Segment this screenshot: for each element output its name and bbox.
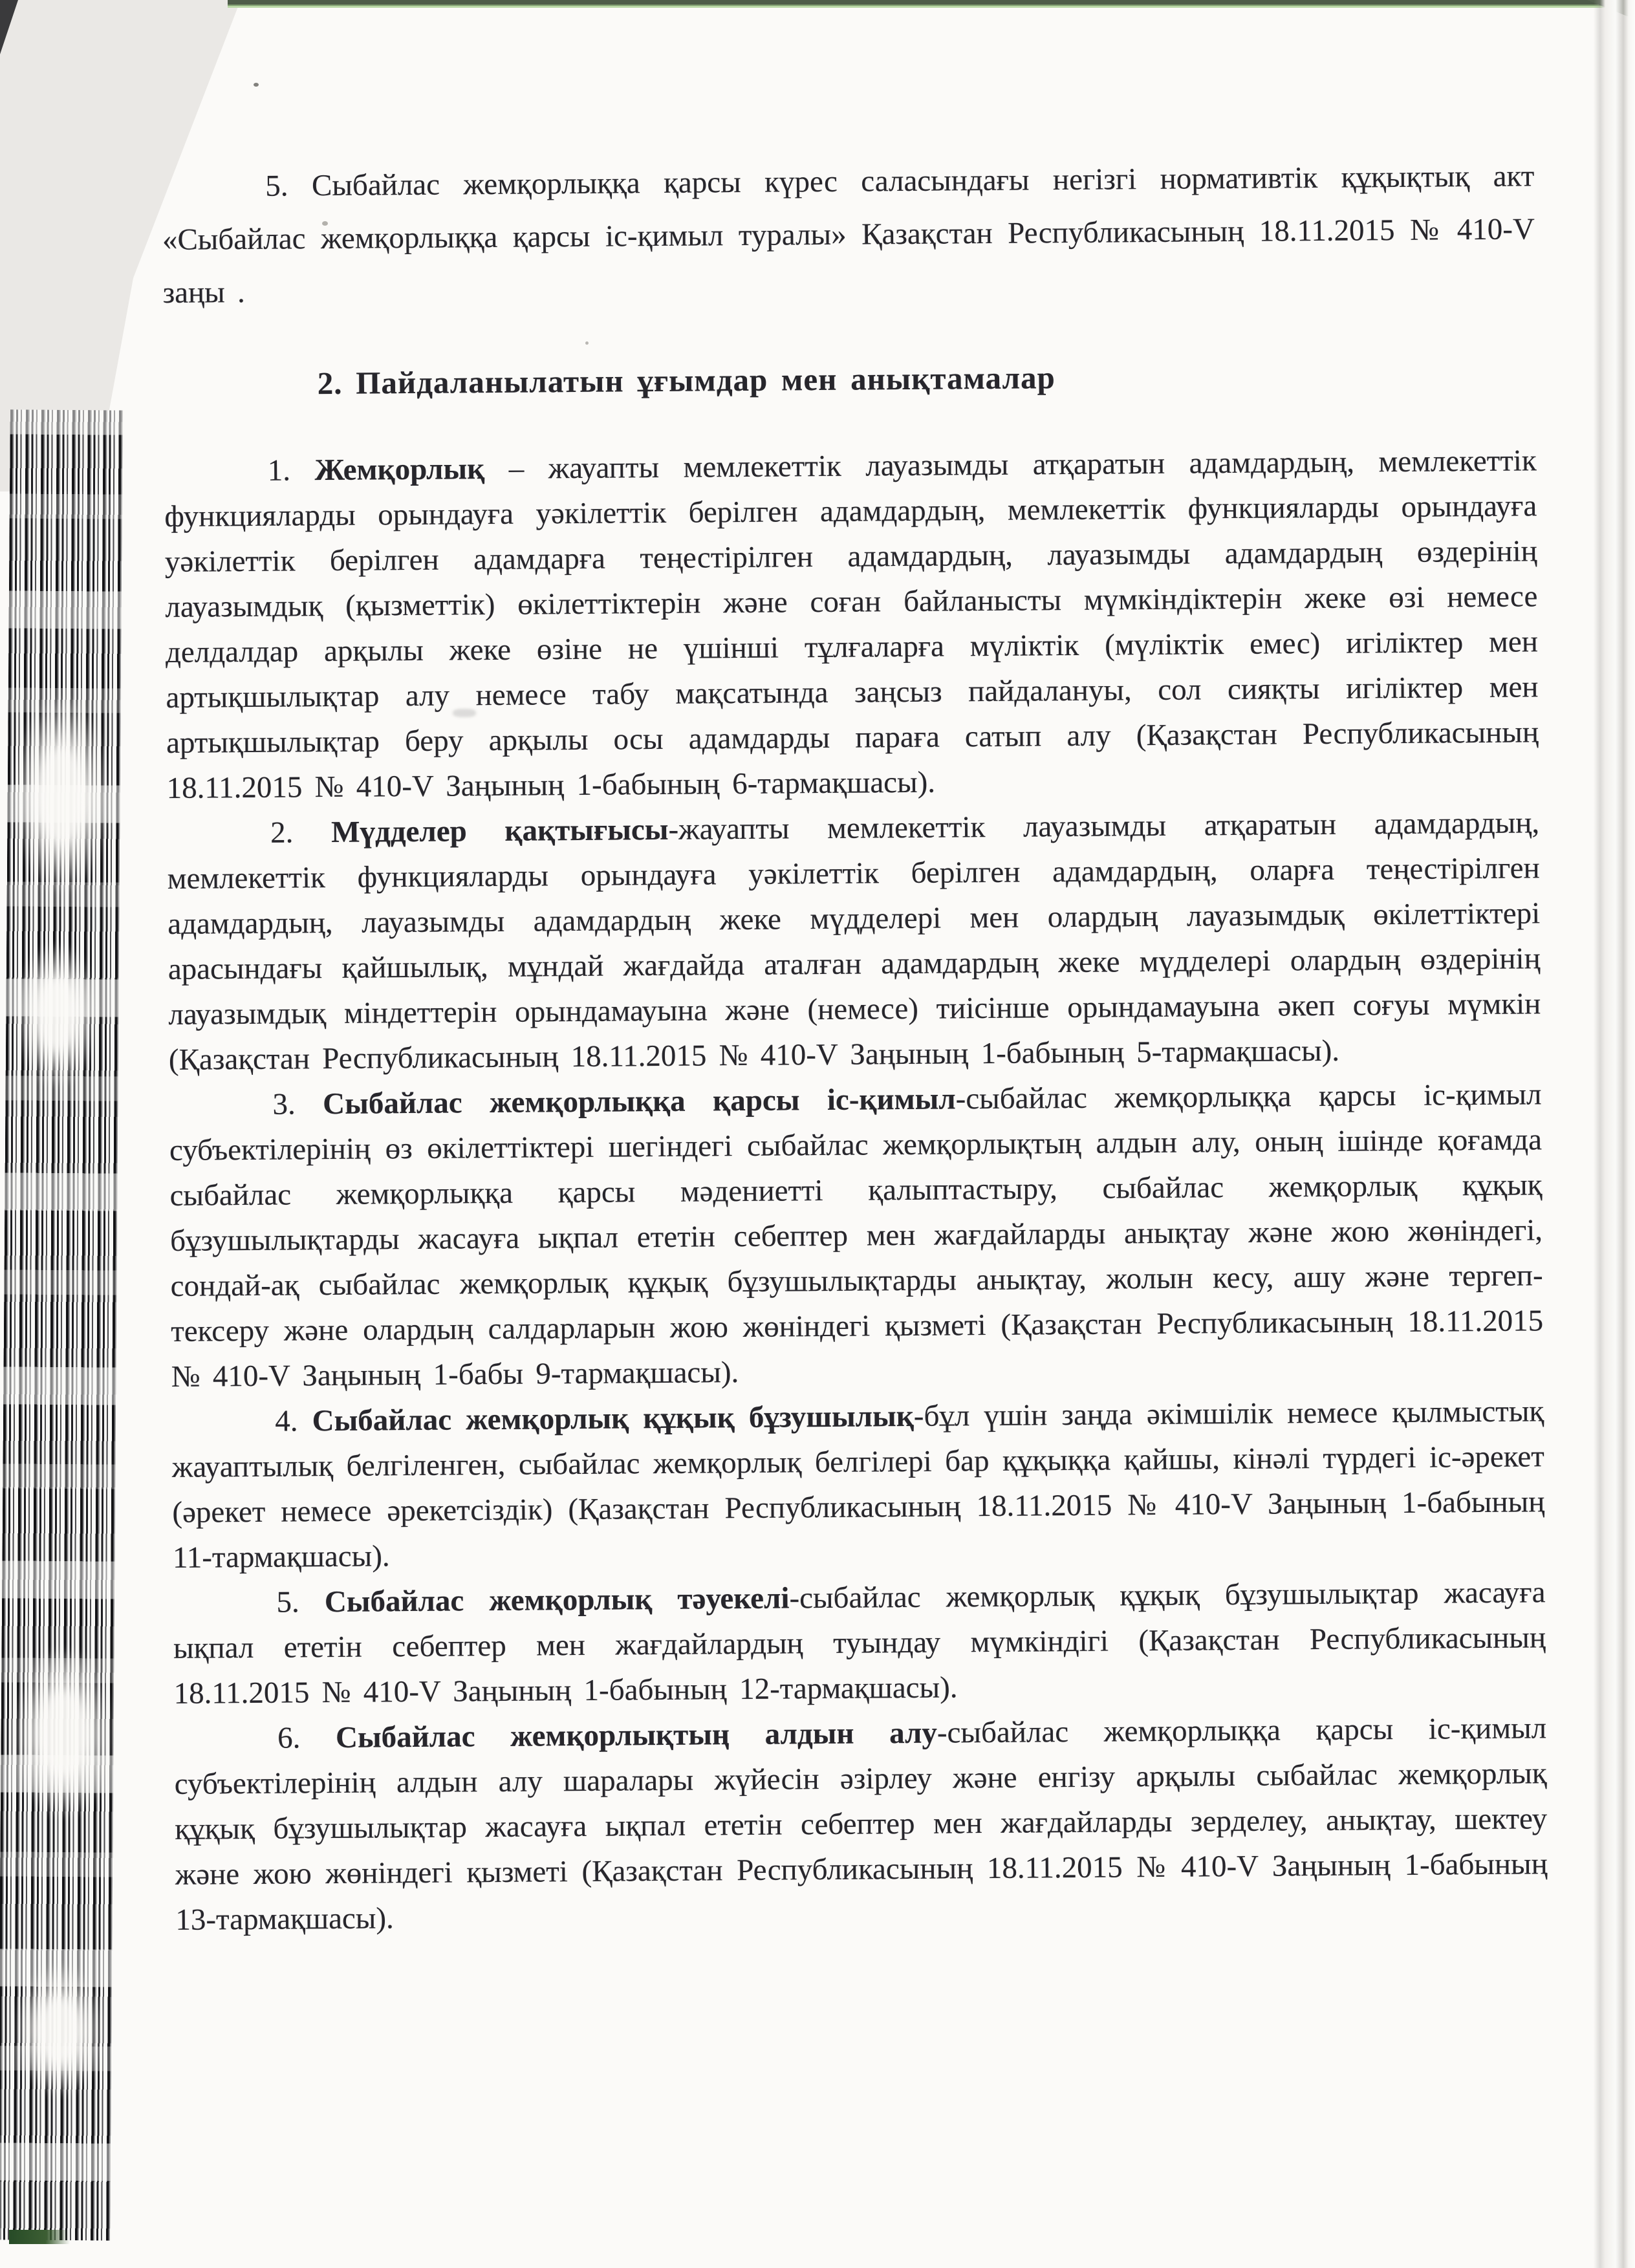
document-text-block <box>162 149 1548 1943</box>
definition-paragraph-6 <box>174 1705 1548 1943</box>
definition-paragraph-1 <box>164 438 1539 811</box>
definition-paragraph-5 <box>173 1570 1546 1716</box>
definition-paragraph-2 <box>167 800 1541 1083</box>
definition-number: 3. <box>272 1087 323 1121</box>
definition-number: 4. <box>275 1404 312 1438</box>
scan-speck <box>254 83 259 87</box>
binder-strip <box>228 0 1635 8</box>
intro-list-item: 5. Сыбайлас жемқорлыққа қарсы күрес саласындағы негізгі нормативтік құқықтық акт «Сыбайлас жемқорлыққа қарсы іс-қимыл туралы» Қазақстан Республикасының 18.11.2015 № 410-V заңы . <box>162 159 1535 310</box>
streak-band-light-gap <box>17 1966 102 2095</box>
definition-paragraph-4 <box>171 1388 1545 1581</box>
streak-band-light-gap <box>14 1649 113 1817</box>
page-right-edge <box>1594 0 1635 2268</box>
streak-band-light-gap <box>14 698 109 892</box>
streak-band-foot <box>9 2230 70 2244</box>
definition-body: -сыбайлас жемқорлыққа қарсы іс-қимыл субъектілерінің өз өкілеттіктері шегіндегі сыбайлас жемқорлықтың алдын алу, оның ішінде қоғамда сыбайлас жемқорлыққа қарсы мәдениетті қалыптастыру, сыбайлас жемқорлық құқық бұзушылықтарды жасауға ықпал ететін себептер мен жағдайларды анықтау және жою жөніндегі, сондай-ақ сыбайлас жемқорлық құқық бұзушылықтарды анықтау, жолын кесу, ашу және тергеп-тексеру және олардың салдарларын жою жөніндегі қызметі (Қазақстан Республикасының 18.11.2015 № 410-V Заңының 1-бабы 9-тармақшасы). <box>169 1077 1544 1394</box>
definition-term: Сыбайлас жемқорлыққа қарсы іс-қимыл <box>322 1082 956 1121</box>
definition-body: -сыбайлас жемқорлыққа қарсы іс-қимыл субъектілерінің алдын алу шаралары жүйесін әзірлеу және енгізу арқылы сыбайлас жемқорлық құқық бұзушылықтар жасауға ықпал ететін себептер мен жағдайларды зерделеу, анықтау, шектеу және жою жөніндегі қызметі (Қазақстан Республикасының 18.11.2015 № 410-V Заңының 1-бабының 13-тармақшасы). <box>174 1711 1548 1937</box>
section-heading: 2. Пайдаланылатын ұғымдар мен анықтамалар <box>317 360 1056 402</box>
definition-term: Сыбайлас жемқорлық құқық бұзушылық <box>312 1399 915 1438</box>
definition-number: 5. <box>276 1585 325 1619</box>
definition-term: Жемқорлық <box>314 452 485 488</box>
definition-term: Сыбайлас жемқорлық тәуекелі <box>324 1581 790 1619</box>
definition-term: Мүдделер қақтығысы <box>330 812 669 849</box>
streak-band-light-gap <box>17 944 97 1086</box>
definition-term: Сыбайлас жемқорлықтың алдын алу <box>335 1716 938 1755</box>
definition-number: 2. <box>270 815 332 850</box>
definition-body: – жауапты мемлекеттік лауазымды атқаратын адамдардың, мемлекеттік функцияларды орындауға уәкілеттік берілген адамдардың, мемлекеттік функцияларды орындауға уәкілеттік берілген адамдарға теңестірілген адамдардың, лауазымды адамдардың өздерінің лауазымдық (қызметтік) өкілеттіктерін және соған байланысты мүмкіндіктерін жеке өзі немесе делдалдар арқылы жеке өзіне не үшінші тұлғаларға мүліктік (мүліктік емес) игіліктер мен артықшылықтар алу немесе табу мақсатында заңсыз пайдалануы, сол сияқты игіліктер мен артықшылықтар беру арқылы осы адамдарды параға сатып алу (Қазақстан Республикасының 18.11.2015 № 410-V Заңының 1-бабының 6-тармақшасы). <box>164 444 1539 805</box>
definition-number: 1. <box>267 453 315 488</box>
definition-body: -сыбайлас жемқорлық құқық бұзушылықтар жасауға ықпал ететін себептер мен жағдайлардың туындау мүмкіндігі (Қазақстан Республикасының 18.11.2015 № 410-V Заңының 1-бабының 12-тармақшасы). <box>173 1575 1546 1711</box>
definition-number: 6. <box>277 1720 336 1755</box>
definition-paragraph-3 <box>169 1072 1544 1399</box>
definition-body: -бұл үшін заңда әкімшілік немесе қылмыстық жауаптылық белгіленген, сыбайлас жемқорлық белгілері бар құқыққа қайшы, кінәлі түрдегі іс-әрекет (әрекет немесе әрекетсіздік) (Қазақстан Республикасының 18.11.2015 № 410-V Заңының 1-бабының 11-тармақшасы). <box>171 1394 1545 1575</box>
definition-body: -жауапты мемлекеттік лауазымды атқаратын адамдардың, мемлекеттік функцияларды орындауға уәкілеттік берілген адамдардың, оларға теңестірілген адамдардың, лауазымды адамдардың жеке мүдделері мен олардың лауазымдық өкілеттіктері арасындағы қайшылық, мұндай жағдайда аталған адамдардың жеке мүдделері олардың өздерінің лауазымдық міндеттерін орындамауына және (немесе) тиісінше орындамауына әкеп соғуы мүмкін (Қазақстан Республикасының 18.11.2015 № 410-V Заңының 1-бабының 5-тармақшасы). <box>167 806 1541 1077</box>
